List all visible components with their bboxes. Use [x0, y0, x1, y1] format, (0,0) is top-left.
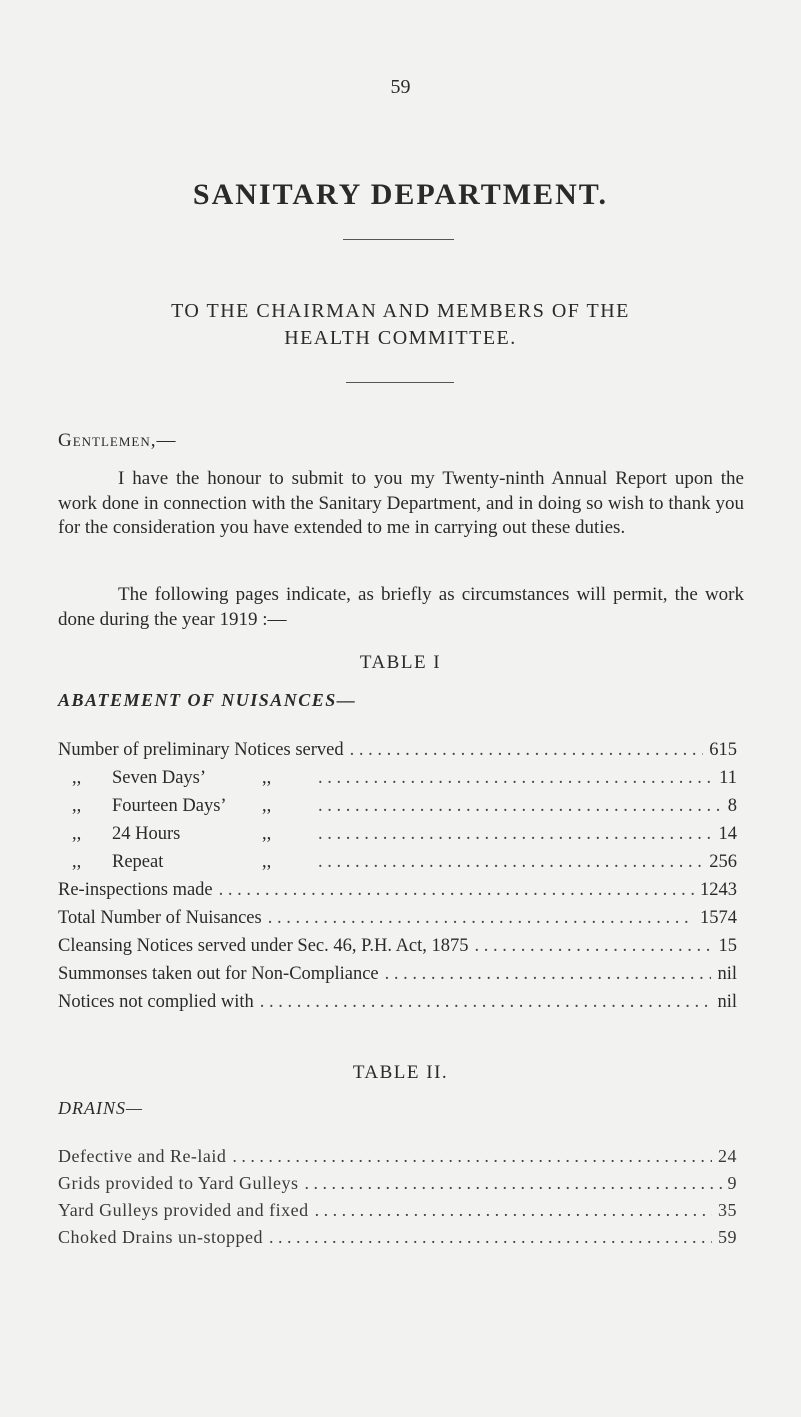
- row-label: Grids provided to Yard Gulleys: [58, 1173, 299, 1193]
- table1-row: [58, 740, 737, 764]
- table1-row: [58, 880, 737, 904]
- leader-dots: [305, 1173, 722, 1194]
- row-value: 615: [709, 740, 737, 760]
- row-label: Re-inspections made: [58, 880, 213, 900]
- ditto-mark: ,,: [262, 768, 272, 788]
- row-value: nil: [717, 964, 737, 984]
- leader-dots: [219, 880, 694, 901]
- row-value: 9: [727, 1173, 737, 1193]
- address-line-2: HEALTH COMMITTEE.: [284, 327, 517, 349]
- table1-row: [58, 936, 737, 960]
- row-label: Notices not complied with: [58, 992, 254, 1012]
- leader-dots: [318, 852, 703, 873]
- leader-dots: [260, 992, 712, 1013]
- page-number: 59: [390, 76, 411, 98]
- table1-row: [58, 852, 737, 876]
- table2-heading: DRAINS—: [58, 1098, 143, 1118]
- ditto-mark: ,,: [72, 768, 82, 788]
- divider: [343, 239, 454, 240]
- table2-title: TABLE II.: [352, 1062, 449, 1083]
- row-label: Summonses taken out for Non-Compliance: [58, 964, 379, 984]
- row-label: Fourteen Days’: [112, 796, 227, 816]
- row-label: Repeat: [112, 852, 164, 872]
- row-value: 59: [718, 1227, 737, 1247]
- leader-dots: [318, 824, 713, 845]
- address-line-1: TO THE CHAIRMAN AND MEMBERS OF THE: [171, 300, 630, 322]
- table2-row: [58, 1200, 737, 1224]
- ditto-mark: ,,: [262, 852, 272, 872]
- leader-dots: [232, 1146, 712, 1167]
- leader-dots: [385, 964, 712, 985]
- row-value: 1243: [700, 880, 737, 900]
- table1-title: TABLE I: [359, 652, 442, 673]
- row-value: 24: [718, 1146, 737, 1166]
- ditto-mark: ,,: [262, 796, 272, 816]
- row-value: 8: [727, 796, 737, 816]
- leader-dots: [318, 768, 713, 789]
- row-value: 35: [718, 1200, 737, 1220]
- table2-row: [58, 1173, 737, 1197]
- ditto-mark: ,,: [72, 824, 82, 844]
- row-label: Choked Drains un-stopped: [58, 1227, 263, 1247]
- row-label: Defective and Re-laid: [58, 1146, 227, 1166]
- salutation: Gentlemen,—: [58, 430, 177, 451]
- table1-row: [58, 908, 737, 932]
- row-label: Yard Gulleys provided and fixed: [58, 1200, 309, 1220]
- table1-heading: ABATEMENT OF NUISANCES—: [58, 690, 357, 710]
- ditto-mark: ,,: [72, 796, 82, 816]
- ditto-mark: ,,: [262, 824, 272, 844]
- row-label: Cleansing Notices served under Sec. 46, P.H. Act, 1875: [58, 936, 469, 956]
- row-label: Seven Days’: [112, 768, 207, 788]
- leader-dots: [318, 796, 722, 817]
- leader-dots: [268, 908, 694, 929]
- row-label: 24 Hours: [112, 824, 181, 844]
- row-label: Number of preliminary Notices served: [58, 740, 344, 760]
- table1-row: [58, 992, 737, 1016]
- row-label: Total Number of Nuisances: [58, 908, 262, 928]
- page-title: SANITARY DEPARTMENT.: [192, 178, 609, 211]
- row-value: 14: [718, 824, 737, 844]
- table2-row: [58, 1146, 737, 1170]
- divider: [346, 382, 454, 383]
- table1-row: [58, 824, 737, 848]
- table2-row: [58, 1227, 737, 1251]
- row-value: 11: [719, 768, 737, 788]
- leader-dots: [315, 1200, 712, 1221]
- row-value: nil: [717, 992, 737, 1012]
- table1-row: [58, 796, 737, 820]
- row-value: 15: [718, 936, 737, 956]
- row-value: 1574: [700, 908, 737, 928]
- leader-dots: [269, 1227, 712, 1248]
- ditto-mark: ,,: [72, 852, 82, 872]
- intro-paragraph: I have the honour to submit to you my Twenty-ninth Annual Report upon the work done in connection with the Sanitary Department, and in doing so wish to thank you for the consideration you have extended to me in carrying out these duties.: [58, 468, 744, 538]
- leader-dots: [475, 936, 713, 957]
- table1-row: [58, 964, 737, 988]
- row-value: 256: [709, 852, 737, 872]
- body-paragraph: The following pages indicate, as briefly as circumstances will permit, the work done during the year 1919 :—: [58, 584, 744, 630]
- leader-dots: [350, 740, 704, 761]
- table1-row: [58, 768, 737, 792]
